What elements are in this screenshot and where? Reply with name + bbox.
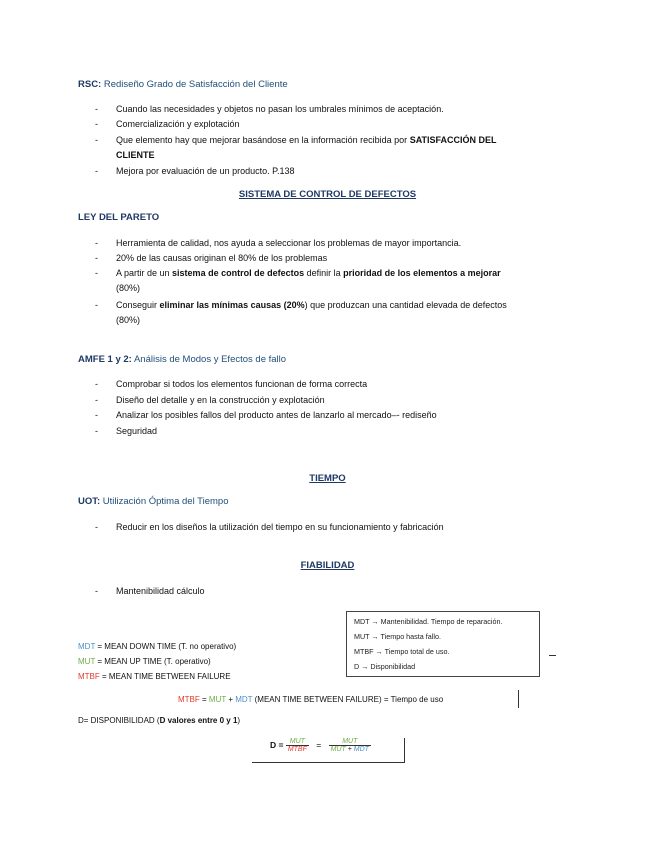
fraction-num: MUT (329, 738, 371, 746)
box-line: D → Disponibilidad (354, 662, 416, 671)
formula-border (404, 738, 405, 763)
list-item-text: Comercialización y explotación (116, 119, 240, 129)
box-line: MTBF → Tiempo total de uso. (354, 647, 450, 656)
list-item-text (116, 266, 576, 296)
bullet-dash: - (95, 166, 98, 176)
bullet-dash: - (95, 395, 98, 405)
pareto-label: LEY DEL PARETO (78, 212, 160, 223)
uot-heading (78, 496, 228, 507)
box-line: MUT → Tiempo hasta fallo. (354, 632, 441, 641)
text-part: ) que produzcan una cantidad elevada de defectos (304, 300, 507, 310)
uot-title: Utilización Óptima del Tiempo (100, 496, 229, 507)
list-item-text: Analizar los posibles fallos del producto antes de lanzarlo al mercado–- rediseño (116, 410, 437, 420)
fraction-2 (329, 738, 371, 753)
text-part: A partir de un (116, 268, 173, 278)
mut-abbr: MUT (78, 657, 96, 666)
mdt-abbr: MDT (78, 642, 96, 651)
bullet-dash: - (95, 238, 98, 248)
disp-line (78, 716, 240, 725)
amfe-heading (78, 354, 286, 365)
bullet-dash: - (95, 253, 98, 263)
def-mut (78, 657, 211, 666)
bullet-dash: - (95, 135, 98, 145)
formula-underline (252, 762, 404, 763)
text-part: Conseguir (116, 300, 160, 310)
list-item-text: Diseño del detalle y en la construcción y explotación (116, 395, 325, 405)
section-title-sistema: SISTEMA DE CONTROL DE DEFECTOS (238, 189, 417, 200)
rsc-title: Rediseño Grado de Satisfacción del Cliente (101, 79, 288, 90)
list-item-text: Mejora por evaluación de un producto. P.138 (116, 166, 295, 176)
formula-d (270, 738, 371, 753)
box-line: MDT → Mantenibilidad. Tiempo de reparación. (354, 617, 503, 626)
fraction-den: MTBF (287, 746, 307, 753)
bullet-dash: - (95, 300, 98, 310)
fraction-den-mdt: MDT (353, 746, 369, 753)
formula-mtbf (178, 695, 443, 704)
bold-text: eliminar las mínimas causas (20% (159, 300, 305, 310)
def-mdt (78, 642, 236, 651)
formula-mdt-term: MDT (235, 695, 253, 704)
text-part: (80%) (116, 283, 141, 293)
list-item-text: Comprobar si todos los elementos funcionan de forma correcta (116, 379, 368, 389)
def-mtbf (78, 672, 231, 681)
formula-op: = (199, 695, 209, 704)
rsc-label: RSC: (78, 79, 102, 90)
mtbf-abbr: MTBF (78, 672, 100, 681)
text-part: definir la (304, 268, 344, 278)
formula-text: (MEAN TIME BETWEEN FAILURE) = Tiempo de uso (252, 695, 444, 704)
bullet-dash: - (95, 426, 98, 436)
def-text: = MEAN DOWN TIME (T. no operativo) (95, 642, 237, 651)
formula-mut-term: MUT (208, 695, 227, 704)
amfe-title: Análisis de Modos y Efectos de fallo (131, 354, 287, 365)
list-item-text (116, 298, 576, 328)
section-title-tiempo: TIEMPO (309, 473, 346, 484)
formula-d-term: D = (270, 739, 286, 750)
bullet-dash: - (95, 586, 98, 596)
list-item-text: 20% de las causas originan el 80% de los problemas (116, 253, 328, 263)
fraction-den (329, 746, 371, 753)
bold-text: SATISFACCIÓN DEL (409, 135, 497, 145)
bold-text: prioridad de los elementos a mejorar (343, 268, 501, 278)
uot-label: UOT: (78, 496, 101, 507)
list-item-text: Reducir en los diseños la utilización del tiempo en su funcionamiento y fabricación (116, 522, 444, 532)
list-item-text: Cuando las necesidades y objetos no pasan los umbrales mínimos de aceptación. (116, 104, 444, 114)
bullet-dash: - (95, 268, 98, 278)
def-text: = MEAN UP TIME (T. operativo) (95, 657, 211, 666)
def-text: = MEAN TIME BETWEEN FAILURE (99, 672, 231, 681)
formula-op: = (316, 739, 322, 750)
formula-op: + (226, 695, 236, 704)
amfe-label: AMFE 1 y 2: (78, 354, 132, 365)
rsc-heading (78, 79, 288, 90)
bullet-dash: - (95, 104, 98, 114)
formula-border (518, 690, 519, 708)
definitions-box (346, 611, 540, 677)
text-part: ) (237, 716, 241, 725)
text-part: (80%) (116, 315, 141, 325)
divider-dash (549, 655, 556, 656)
bullet-dash: - (95, 522, 98, 532)
formula-op: + (345, 746, 354, 753)
bold-text: CLIENTE (116, 150, 155, 160)
fraction-num: MUT (286, 738, 309, 746)
bullet-dash: - (95, 410, 98, 420)
list-item-text: Seguridad (116, 426, 158, 436)
bold-text: sistema de control de defectos (172, 268, 305, 278)
formula-mtbf-term: MTBF (178, 695, 200, 704)
pareto-heading (78, 212, 159, 223)
fraction-den-mut: MUT (330, 746, 346, 753)
bullet-dash: - (95, 379, 98, 389)
list-item-text (116, 133, 576, 163)
list-item-text-part: Que elemento hay que mejorar basándose en la información recibida por (116, 135, 408, 145)
bullet-dash: - (95, 119, 98, 129)
fraction-1 (286, 738, 309, 753)
section-title-fiabilidad: FIABILIDAD (300, 560, 355, 571)
bold-text: D valores entre 0 y 1 (159, 716, 238, 725)
list-item-text: Herramienta de calidad, nos ayuda a seleccionar los problemas de mayor importancia. (116, 238, 462, 248)
text-part: D= DISPONIBILIDAD ( (78, 716, 160, 725)
list-item-text: Mantenibilidad cálculo (116, 586, 205, 596)
